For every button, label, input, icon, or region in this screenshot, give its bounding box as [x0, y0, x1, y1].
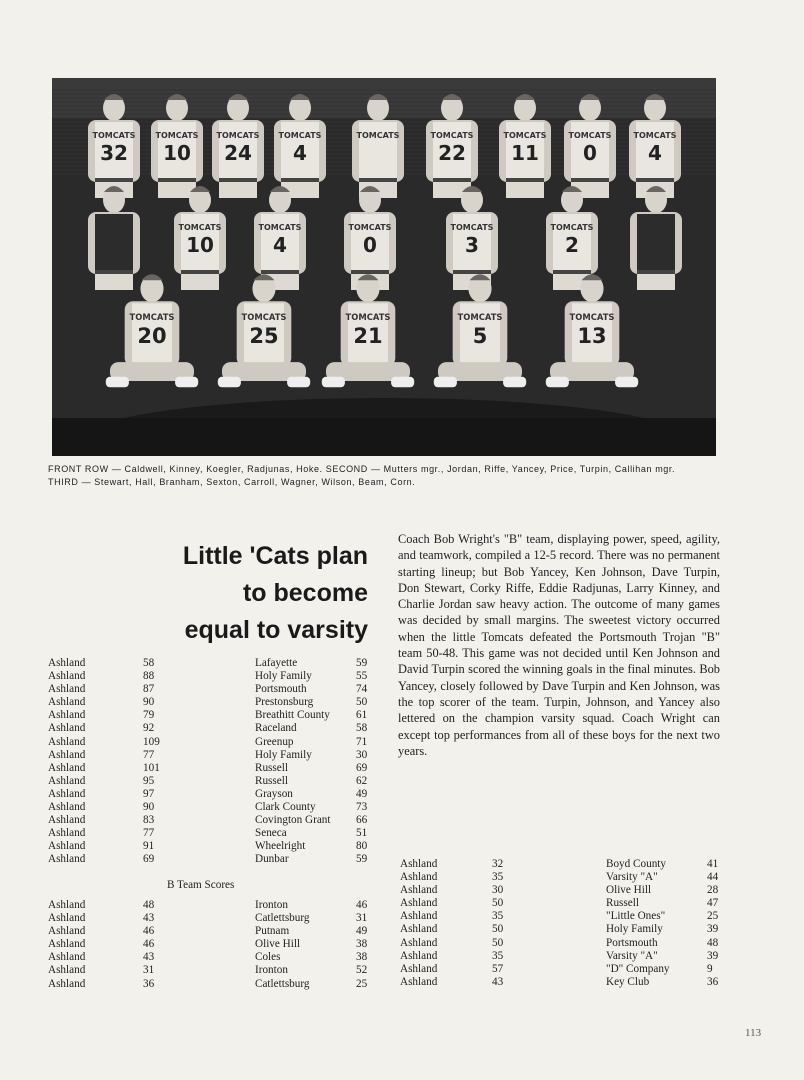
jersey-number: 24 [224, 141, 252, 165]
team-score: 91 [143, 840, 155, 853]
score-row [400, 976, 725, 989]
team-name: Ashland [48, 938, 86, 951]
score-row [48, 827, 378, 840]
team-name: Ashland [48, 774, 86, 787]
score-row [48, 709, 378, 722]
team-name: Ashland [400, 962, 438, 975]
caption-line-2: THIRD — Stewart, Hall, Branham, Sexton, Carroll, Wagner, Wilson, Beam, Corn. [48, 477, 416, 487]
jersey-number: 3 [465, 233, 479, 257]
score-row [400, 963, 725, 976]
team-name: Ashland [400, 923, 438, 936]
score-row [400, 910, 725, 923]
photo-caption [48, 463, 728, 489]
team-score: 95 [143, 774, 155, 787]
opponent-name: Key Club [606, 975, 650, 988]
opponent-score: 52 [356, 964, 368, 977]
team-name: Ashland [48, 787, 86, 800]
team-score: 97 [143, 787, 155, 800]
score-row [400, 937, 725, 950]
jersey-lettering: TOMCATS [430, 131, 474, 140]
score-row [48, 899, 378, 912]
opponent-score: 74 [356, 683, 368, 696]
team-name: Ashland [400, 975, 438, 988]
score-row [400, 871, 725, 884]
team-score: 57 [492, 962, 504, 975]
jersey-number: 4 [293, 141, 307, 165]
opponent-name: Olive Hill [255, 938, 301, 951]
opponent-score: 39 [707, 923, 719, 936]
score-row [48, 853, 378, 866]
team-name: Ashland [400, 858, 438, 870]
jersey-lettering: TOMCATS [241, 312, 287, 323]
team-score: 90 [143, 696, 155, 709]
team-score: 36 [143, 977, 155, 990]
jersey-number: 20 [137, 324, 167, 349]
team-score: 88 [143, 670, 155, 683]
opponent-score: 80 [356, 840, 368, 853]
score-row [48, 696, 378, 709]
opponent-score: 39 [707, 949, 719, 962]
jersey-number: 0 [583, 141, 597, 165]
opponent-name: Holy Family [606, 923, 663, 936]
jersey-lettering: TOMCATS [503, 131, 547, 140]
score-row [48, 814, 378, 827]
opponent-score: 49 [356, 925, 368, 938]
jersey-lettering: TOMCATS [155, 131, 199, 140]
opponent-score: 41 [707, 858, 719, 870]
score-row [48, 978, 378, 991]
opponent-score: 36 [707, 975, 719, 988]
team-score: 46 [143, 938, 155, 951]
opponent-name: Catlettsburg [255, 977, 310, 990]
jersey-lettering: TOMCATS [216, 131, 260, 140]
jersey-lettering: TOMCATS [129, 312, 175, 323]
score-row [400, 923, 725, 936]
b-team-scores-right [400, 858, 725, 989]
team-name: Ashland [48, 657, 86, 669]
score-row [400, 858, 725, 871]
team-score: 43 [492, 975, 504, 988]
opponent-name: Seneca [255, 827, 287, 840]
opponent-score: 30 [356, 748, 368, 761]
jersey-lettering: TOMCATS [345, 312, 391, 323]
team-score: 101 [143, 761, 160, 774]
team-score: 43 [143, 912, 155, 925]
opponent-score: 69 [356, 761, 368, 774]
opponent-name: Portsmouth [255, 683, 307, 696]
team-name: Ashland [400, 871, 438, 884]
jersey-lettering: TOMCATS [457, 312, 503, 323]
team-score: 92 [143, 722, 155, 735]
team-score: 30 [492, 884, 504, 897]
opponent-score: 28 [707, 884, 719, 897]
team-score: 77 [143, 827, 155, 840]
opponent-name: "D" Company [606, 962, 670, 975]
opponent-score: 48 [707, 936, 719, 949]
team-score: 35 [492, 871, 504, 884]
opponent-name: Varsity "A" [606, 871, 658, 884]
team-score: 48 [143, 899, 155, 911]
team-name: Ashland [48, 670, 86, 683]
score-row [48, 788, 378, 801]
team-score: 35 [492, 910, 504, 923]
team-score: 58 [143, 657, 155, 669]
jersey-lettering: TOMCATS [348, 223, 392, 232]
team-name: Ashland [48, 925, 86, 938]
opponent-name: Breathitt County [255, 709, 330, 722]
opponent-score: 50 [356, 696, 368, 709]
score-row [48, 801, 378, 814]
jersey-number: 10 [163, 141, 191, 165]
score-row [400, 950, 725, 963]
headline-line-2: to become [242, 579, 368, 607]
score-row [48, 683, 378, 696]
score-row [48, 925, 378, 938]
opponent-score: 51 [356, 827, 368, 840]
score-row [48, 938, 378, 951]
opponent-score: 38 [356, 951, 368, 964]
jersey-number: 4 [648, 141, 662, 165]
opponent-name: Covington Grant [255, 814, 331, 827]
jersey-lettering: TOMCATS [633, 131, 677, 140]
team-name: Ashland [48, 912, 86, 925]
team-score: 83 [143, 814, 155, 827]
jersey-lettering: TOMCATS [258, 223, 302, 232]
team-name: Ashland [48, 735, 86, 748]
article-headline [130, 538, 368, 649]
b-team-heading: B Team Scores [167, 879, 235, 891]
jersey-number: 11 [511, 141, 539, 165]
score-row [400, 884, 725, 897]
opponent-name: Grayson [255, 787, 293, 800]
jersey-lettering: TOMCATS [92, 131, 136, 140]
jersey-lettering: TOMCATS [356, 131, 400, 140]
team-name: Ashland [48, 709, 86, 722]
jersey-number: 2 [565, 233, 579, 257]
score-row [48, 964, 378, 977]
opponent-name: Greenup [255, 735, 294, 748]
opponent-score: 55 [356, 670, 368, 683]
team-name: Ashland [48, 840, 86, 853]
team-name: Ashland [400, 910, 438, 923]
opponent-score: 9 [707, 962, 713, 975]
team-score: 35 [492, 949, 504, 962]
opponent-name: Russell [606, 897, 639, 910]
opponent-score: 44 [707, 871, 719, 884]
opponent-score: 59 [356, 853, 368, 866]
team-score: 50 [492, 936, 504, 949]
varsity-scores-table [48, 657, 378, 867]
team-score: 32 [492, 858, 504, 870]
team-name: Ashland [48, 899, 86, 911]
headline-line-1: Little 'Cats plan [182, 542, 368, 570]
opponent-name: Catlettsburg [255, 912, 310, 925]
jersey-number: 4 [273, 233, 287, 257]
opponent-name: Ironton [255, 964, 288, 977]
opponent-score: 25 [356, 977, 368, 990]
opponent-score: 46 [356, 899, 368, 911]
opponent-score: 59 [356, 657, 368, 669]
opponent-name: Portsmouth [606, 936, 658, 949]
jersey-number: 25 [249, 324, 279, 349]
team-name: Ashland [48, 964, 86, 977]
opponent-name: Holy Family [255, 670, 312, 683]
jersey-number: 5 [472, 324, 488, 349]
team-photo [52, 78, 716, 456]
opponent-score: 73 [356, 801, 368, 814]
team-score: 43 [143, 951, 155, 964]
team-name: Ashland [48, 748, 86, 761]
page-number: 113 [745, 1027, 762, 1039]
team-name: Ashland [48, 683, 86, 696]
team-name: Ashland [48, 722, 86, 735]
opponent-name: Putnam [255, 925, 290, 938]
team-score: 90 [143, 801, 155, 814]
score-row [48, 951, 378, 964]
jersey-number: 13 [577, 324, 607, 349]
team-name: Ashland [400, 884, 438, 897]
opponent-score: 31 [356, 912, 368, 925]
opponent-score: 38 [356, 938, 368, 951]
opponent-score: 47 [707, 897, 719, 910]
score-row [400, 897, 725, 910]
jersey-number: 32 [100, 141, 128, 165]
caption-line-1: FRONT ROW — Caldwell, Kinney, Koegler, Radjunas, Hoke. SECOND — Mutters mgr., Jordan, Riffe, Yancey, Price, Turpin, Callihan mgr. [48, 464, 676, 474]
team-score: 77 [143, 748, 155, 761]
team-name: Ashland [48, 761, 86, 774]
score-row [48, 762, 378, 775]
opponent-name: Olive Hill [606, 884, 652, 897]
opponent-score: 25 [707, 910, 719, 923]
score-row [48, 722, 378, 735]
score-row [48, 736, 378, 749]
team-score: 50 [492, 923, 504, 936]
team-name: Ashland [48, 977, 86, 990]
opponent-name: Boyd County [606, 858, 666, 870]
score-row [48, 670, 378, 683]
score-row [48, 912, 378, 925]
opponent-name: Lafayette [255, 657, 298, 669]
team-score: 79 [143, 709, 155, 722]
team-name: Ashland [48, 814, 86, 827]
team-name: Ashland [48, 951, 86, 964]
b-team-scores-left [48, 899, 378, 991]
article-body: Coach Bob Wright's "B" team, displaying power, speed, agility, and teamwork, compiled a 12-5 record. There was no permanent starting lineup; but Bob Yancey, Ken Johnson, Dave Turpin, Don Stewart, Corky Riffe, Eddie Radjunas, Larry Kinney, and Charlie Jordan saw heavy action. The outcome of many games was decided by small margins. The sweetest victory occurred when the little Tomcats defeated the Portsmouth Trojan "B" team 50-48. This game was not decided until Ken Johnson and David Turpin scored the winning goals in the final minutes. Bob Yancey, closely followed by Dave Turpin and Ken Johnson, was the top scorer of the team. Turpin, Johnson, and Yancey also lettered on the champion varsity squad. Coach Wright can except top performances from all of these boys for the next two years. [398, 532, 720, 758]
team-score: 87 [143, 683, 155, 696]
score-row [48, 840, 378, 853]
jersey-lettering: TOMCATS [569, 312, 615, 323]
jersey-lettering: TOMCATS [178, 223, 222, 232]
team-name: Ashland [48, 853, 86, 866]
score-row [48, 775, 378, 788]
opponent-name: Holy Family [255, 748, 312, 761]
opponent-name: Coles [255, 951, 281, 964]
team-score: 46 [143, 925, 155, 938]
team-name: Ashland [48, 696, 86, 709]
jersey-number: 0 [363, 233, 377, 257]
team-name: Ashland [400, 949, 438, 962]
opponent-name: Russell [255, 761, 288, 774]
team-score: 109 [143, 735, 160, 748]
team-name: Ashland [400, 936, 438, 949]
opponent-score: 66 [356, 814, 368, 827]
jersey-number: 10 [186, 233, 214, 257]
jersey-lettering: TOMCATS [278, 131, 322, 140]
opponent-score: 61 [356, 709, 368, 722]
jersey-lettering: TOMCATS [568, 131, 612, 140]
jersey-lettering: TOMCATS [550, 223, 594, 232]
team-score: 31 [143, 964, 155, 977]
jersey-lettering: TOMCATS [450, 223, 494, 232]
team-score: 50 [492, 897, 504, 910]
jersey-number: 21 [353, 324, 383, 349]
score-row [48, 749, 378, 762]
jersey-number: 22 [438, 141, 466, 165]
team-name: Ashland [400, 897, 438, 910]
opponent-name: Varsity "A" [606, 949, 658, 962]
team-name: Ashland [48, 801, 86, 814]
opponent-name: Dunbar [255, 853, 289, 866]
team-name: Ashland [48, 827, 86, 840]
opponent-name: Clark County [255, 801, 316, 814]
opponent-score: 62 [356, 774, 368, 787]
opponent-name: Prestonsburg [255, 696, 314, 709]
opponent-score: 71 [356, 735, 368, 748]
opponent-name: Russell [255, 774, 288, 787]
headline-line-3: equal to varsity [184, 616, 368, 644]
team-score: 69 [143, 853, 155, 866]
opponent-score: 49 [356, 787, 368, 800]
opponent-name: Wheelright [255, 840, 306, 853]
opponent-name: Raceland [255, 722, 297, 735]
opponent-name: "Little Ones" [606, 910, 666, 923]
opponent-score: 58 [356, 722, 368, 735]
opponent-name: Ironton [255, 899, 288, 911]
score-row [48, 657, 378, 670]
